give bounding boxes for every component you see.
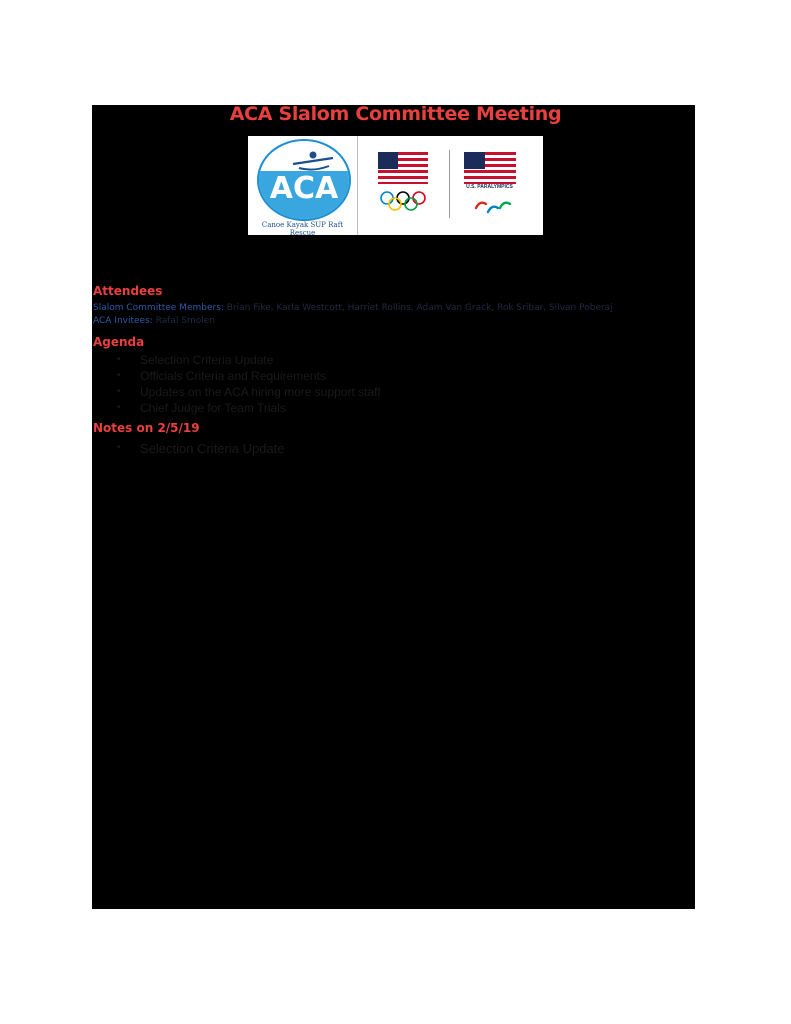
invitees-value: Rafal Smolen	[155, 316, 216, 326]
attendees-heading: Attendees	[93, 284, 163, 298]
document-title: ACA Slalom Committee Meeting	[229, 103, 562, 125]
agenda-item: • Selection Criteria Update	[117, 353, 274, 367]
agenda-list	[117, 352, 381, 416]
olympic-rings-icon	[381, 192, 425, 210]
logo-banner	[248, 136, 543, 235]
notes-heading: Notes on 2/5/19	[93, 421, 200, 435]
us-flag-icon	[464, 152, 516, 184]
agenda-item: • Chief Judge for Team Trials	[117, 401, 286, 415]
committee-members-value: Brian Fike, Karla Westcott, Harriet Rollins, Adam Van Grack, Rok Sribar, Silvan Poberaj	[226, 303, 613, 313]
aca-logo-circle	[257, 139, 351, 221]
agenda-heading: Agenda	[93, 335, 145, 349]
agenda-item: • Officials Criteria and Requirements	[117, 369, 326, 383]
invitees-label: ACA Invitees:	[93, 316, 153, 326]
committee-members-line	[93, 303, 613, 313]
aca-logo	[248, 136, 358, 235]
paralympics-label: U.S. PARALYMPICS	[466, 184, 513, 190]
usopc-olympic-logo	[374, 148, 434, 218]
paddler-icon	[289, 150, 337, 172]
aca-logo-text: ACA	[269, 171, 339, 206]
invitees-line	[93, 316, 215, 326]
agenda-item: • Updates on the ACA hiring more support staff	[117, 385, 381, 399]
notes-item: • Selection Criteria Update	[117, 441, 285, 456]
agitos-icon	[476, 203, 510, 212]
us-flag-icon	[378, 152, 428, 184]
logo-divider	[449, 150, 450, 218]
committee-members-label: Slalom Committee Members:	[93, 303, 224, 313]
aca-tagline: Canoe Kayak SUP Raft Rescue	[261, 221, 344, 237]
